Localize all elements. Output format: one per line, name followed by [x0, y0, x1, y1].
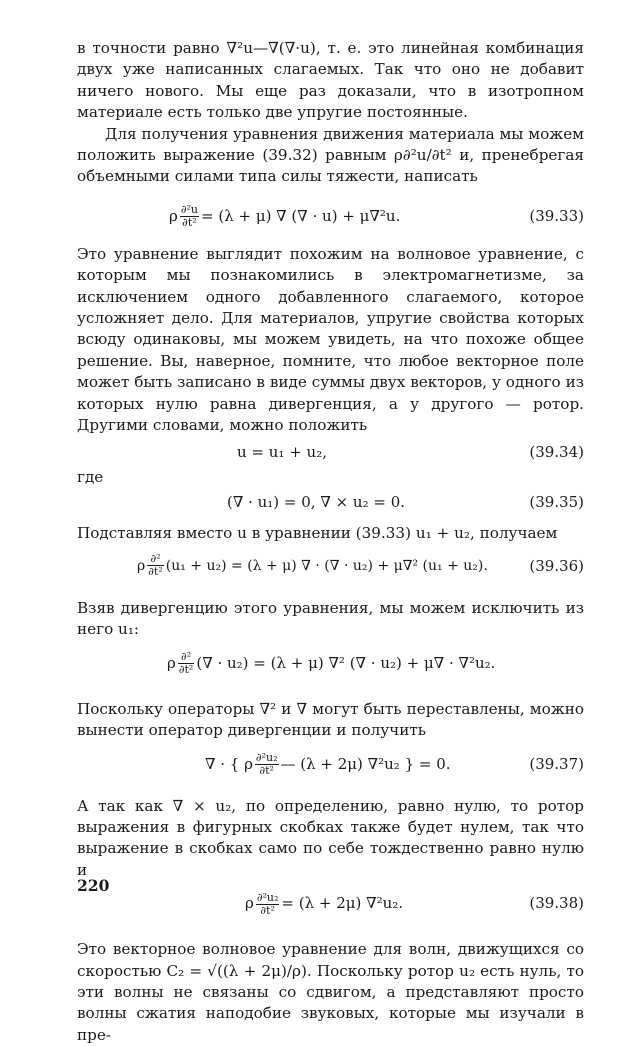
where-line: где: [77, 467, 104, 486]
eq-lead: ρ: [169, 206, 178, 225]
page-number: 220: [77, 876, 110, 895]
equation-39-36: ρ $\frac{\text{∂²}}{\text{∂t²}}$ (u₁ + u₂) = (λ + μ) ∇ · (∇ · u₂) + μ∇² (u₁ + u₂). (39.36): [77, 544, 584, 588]
equation-number: (39.33): [529, 206, 584, 225]
eq-fraction: $\frac{\text{∂²}}{\text{∂t²}}$: [148, 552, 163, 579]
equation-number: (39.38): [529, 894, 584, 913]
equation-number: (39.34): [529, 442, 584, 461]
equation-number: (39.36): [529, 556, 584, 575]
eq-fraction: $\frac{\text{∂²}}{\text{∂t²}}$: [178, 650, 194, 677]
equation-number: (39.37): [529, 754, 584, 773]
equation-number: (39.35): [529, 492, 584, 511]
equation-39-34: u = u₁ + u₂, (39.34): [77, 437, 584, 467]
paragraph-5: Взяв дивергенцию этого уравнения, мы можем исключить из него u₁:: [77, 598, 584, 639]
eq-fraction: $\frac{\text{∂²u}}{\text{∂t²}}$: [180, 203, 199, 230]
equation-39-38: ρ $\frac{\text{∂²u₂}}{\text{∂t²}}$ = (λ + 2μ) ∇²u₂. (39.38): [77, 881, 584, 925]
paragraph-1: в точности равно ∇²u—∇(∇·u), т. е. это линейная комбинация двух уже написанных слагаемых. Так что оно не добавит ничего нового. Мы еще раз доказали, что в изотропном материале есть только две упругие постоянные.: [77, 39, 584, 122]
paragraph-4: Подставляя вместо u в уравнении (39.33) u₁ + u₂, получаем: [77, 523, 558, 542]
equation-39-35: (∇ · u₁) = 0, ∇ × u₂ = 0. (39.35): [77, 487, 584, 517]
paragraph-3: Это уравнение выглядит похожим на волновое уравнение, с которым мы познакомились в электромагнетизме, за исключением одного добавленного слагаемого, которое усложняет дело. Для материалов, упругие свойства которых всюду одинаковы, мы можем увидеть, на что похоже общее решение. Вы, наверное, помните, что любое векторное поле может быть записано в виде суммы двух векторов, у одного из которых нулю равна дивергенция, а у другого — ротор. Другими словами, можно положить: [77, 244, 584, 435]
paragraph-7: А так как ∇ × u₂, по определению, равно нулю, то ротор выражения в фигурных скобках также будет нулем, так что выражение в скобках само по себе тождественно равно нулю и: [77, 796, 584, 879]
paragraph-6: Поскольку операторы ∇² и ∇ могут быть переставлены, можно вынести оператор дивергенции и получить: [77, 699, 584, 740]
equation-39-33: [77, 194, 584, 238]
eq-rhs: = (λ + μ) ∇ (∇ · u) + μ∇²u.: [201, 206, 401, 225]
paragraph-8: Это векторное волновое уравнение для волн, движущихся со скоростью C₂ = √((λ + 2μ)/ρ). Поскольку ротор u₂ есть нуль, то эти волны не связаны со сдвигом, а представляют просто волны сжатия наподобие звуковых, которые мы изучали в пре-: [77, 940, 584, 1044]
equation-divergence: ρ $\frac{\text{∂²}}{\text{∂t²}}$ (∇ · u₂) = (λ + μ) ∇² (∇ · u₂) + μ∇ · ∇²u₂.: [167, 650, 496, 677]
eq-fraction: $\frac{\text{∂²u₂}}{\text{∂t²}}$: [256, 890, 279, 917]
page-content: [77, 38, 584, 1046]
equation-39-37: ∇ · { ρ $\frac{\text{∂²u₂}}{\text{∂t²}}$ — (λ + 2μ) ∇²u₂ } = 0. (39.37): [77, 742, 584, 786]
eq-fraction: $\frac{\text{∂²u₂}}{\text{∂t²}}$: [255, 751, 278, 778]
paragraph-2: Для получения уравнения движения материала мы можем положить выражение (39.32) равным ρ∂²u/∂t² и, пренебрегая объемными силами типа силы тяжести, написать: [77, 124, 584, 186]
